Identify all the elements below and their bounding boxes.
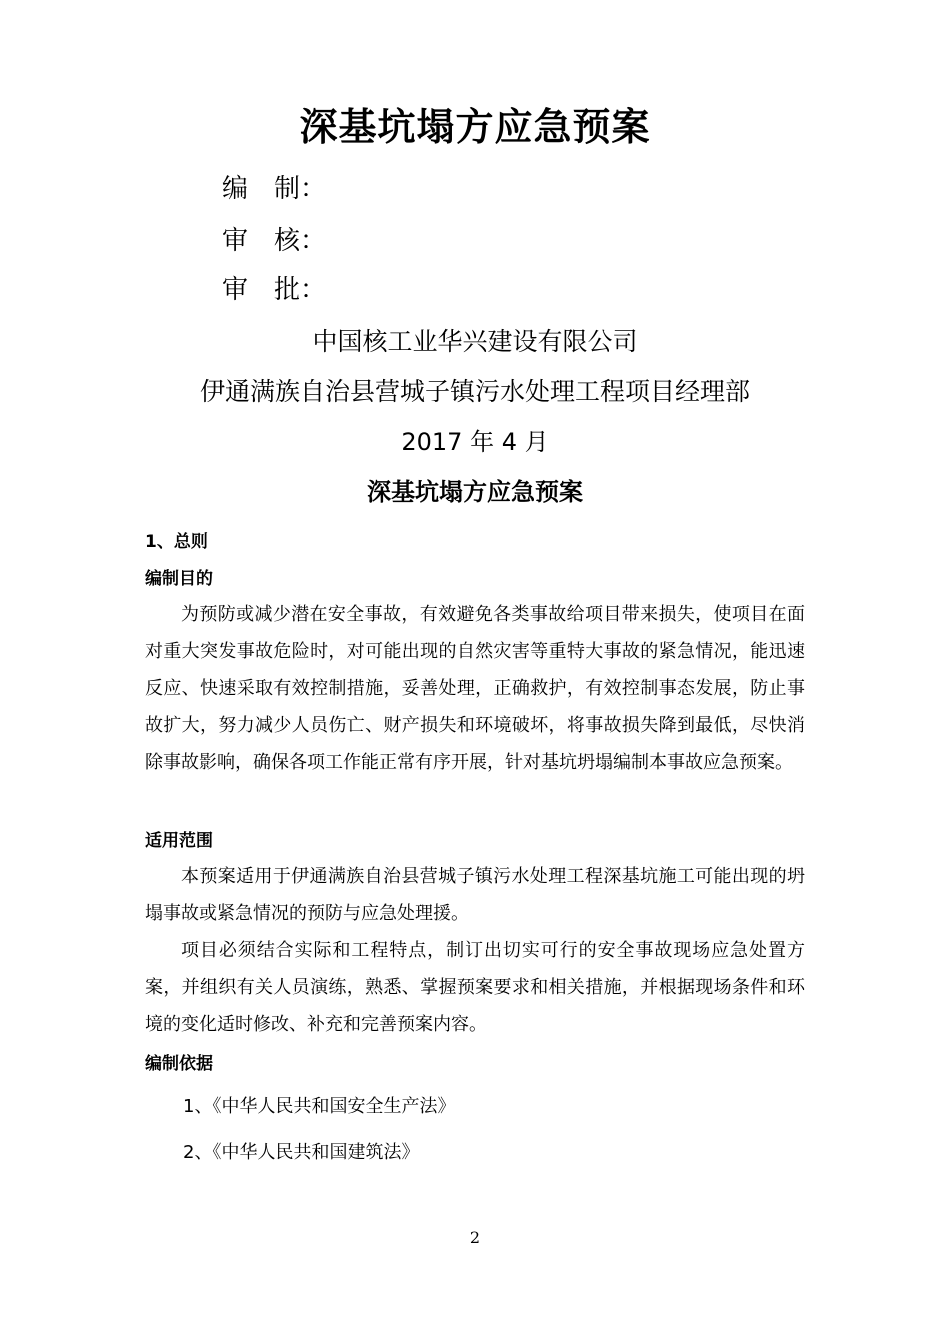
signature-char-1: 审 xyxy=(222,275,249,305)
basis-item: 1、《中华人民共和国安全生产法》 xyxy=(183,1096,456,1117)
signature-label: 批： xyxy=(274,275,327,305)
issue-date: 2017 年 4 月 xyxy=(401,428,549,456)
signature-label: 制： xyxy=(274,174,327,204)
company-name: 中国核工业华兴建设有限公司 xyxy=(312,327,638,356)
scope-paragraph-1: 本预案适用于伊通满族自治县营城子镇污水处理工程深基坑施工可能出现的坍塌事故或紧急情况的预防与应急处理援。 xyxy=(145,866,805,924)
signature-label: 核： xyxy=(274,226,327,256)
document-title: 深基坑塌方应急预案 xyxy=(367,478,583,506)
purpose-paragraph: 为预防或减少潜在安全事故，有效避免各类事故给项目带来损失，使项目在面对重大突发事故危险时，对可能出现的自然灾害等重特大事故的紧急情况，能迅速反应、快速采取有效控制措施，妥善处理，正确救护，有效控制事态发展，防止事故扩大，努力减少人员伤亡、财产损失和环境破坏，将事故损失降到最低，尽快消除事故影响，确保各项工作能正常有序开展，针对基坑坍塌编制本事故应急预案。 xyxy=(145,604,805,773)
signature-reviewer xyxy=(222,224,326,258)
heading-purpose: 编制目的 xyxy=(145,569,213,589)
project-department: 伊通满族自治县营城子镇污水处理工程项目经理部 xyxy=(199,377,750,406)
heading-basis: 编制依据 xyxy=(145,1054,213,1074)
cover-title: 深基坑塌方应急预案 xyxy=(299,105,651,149)
signature-compiler xyxy=(222,172,326,206)
section-heading-general: 1、总则 xyxy=(145,532,208,552)
signature-char-1: 编 xyxy=(222,174,249,204)
heading-scope: 适用范围 xyxy=(145,831,213,851)
basis-item: 2、《中华人民共和国建筑法》 xyxy=(183,1142,420,1163)
scope-paragraph-2: 项目必须结合实际和工程特点，制订出切实可行的安全事故现场应急处置方案，并组织有关人员演练，熟悉、掌握预案要求和相关措施，并根据现场条件和环境的变化适时修改、补充和完善预案内容。 xyxy=(145,940,805,1035)
signature-char-1: 审 xyxy=(222,226,249,256)
signature-approver xyxy=(222,273,326,307)
page-number: 2 xyxy=(469,1228,481,1247)
